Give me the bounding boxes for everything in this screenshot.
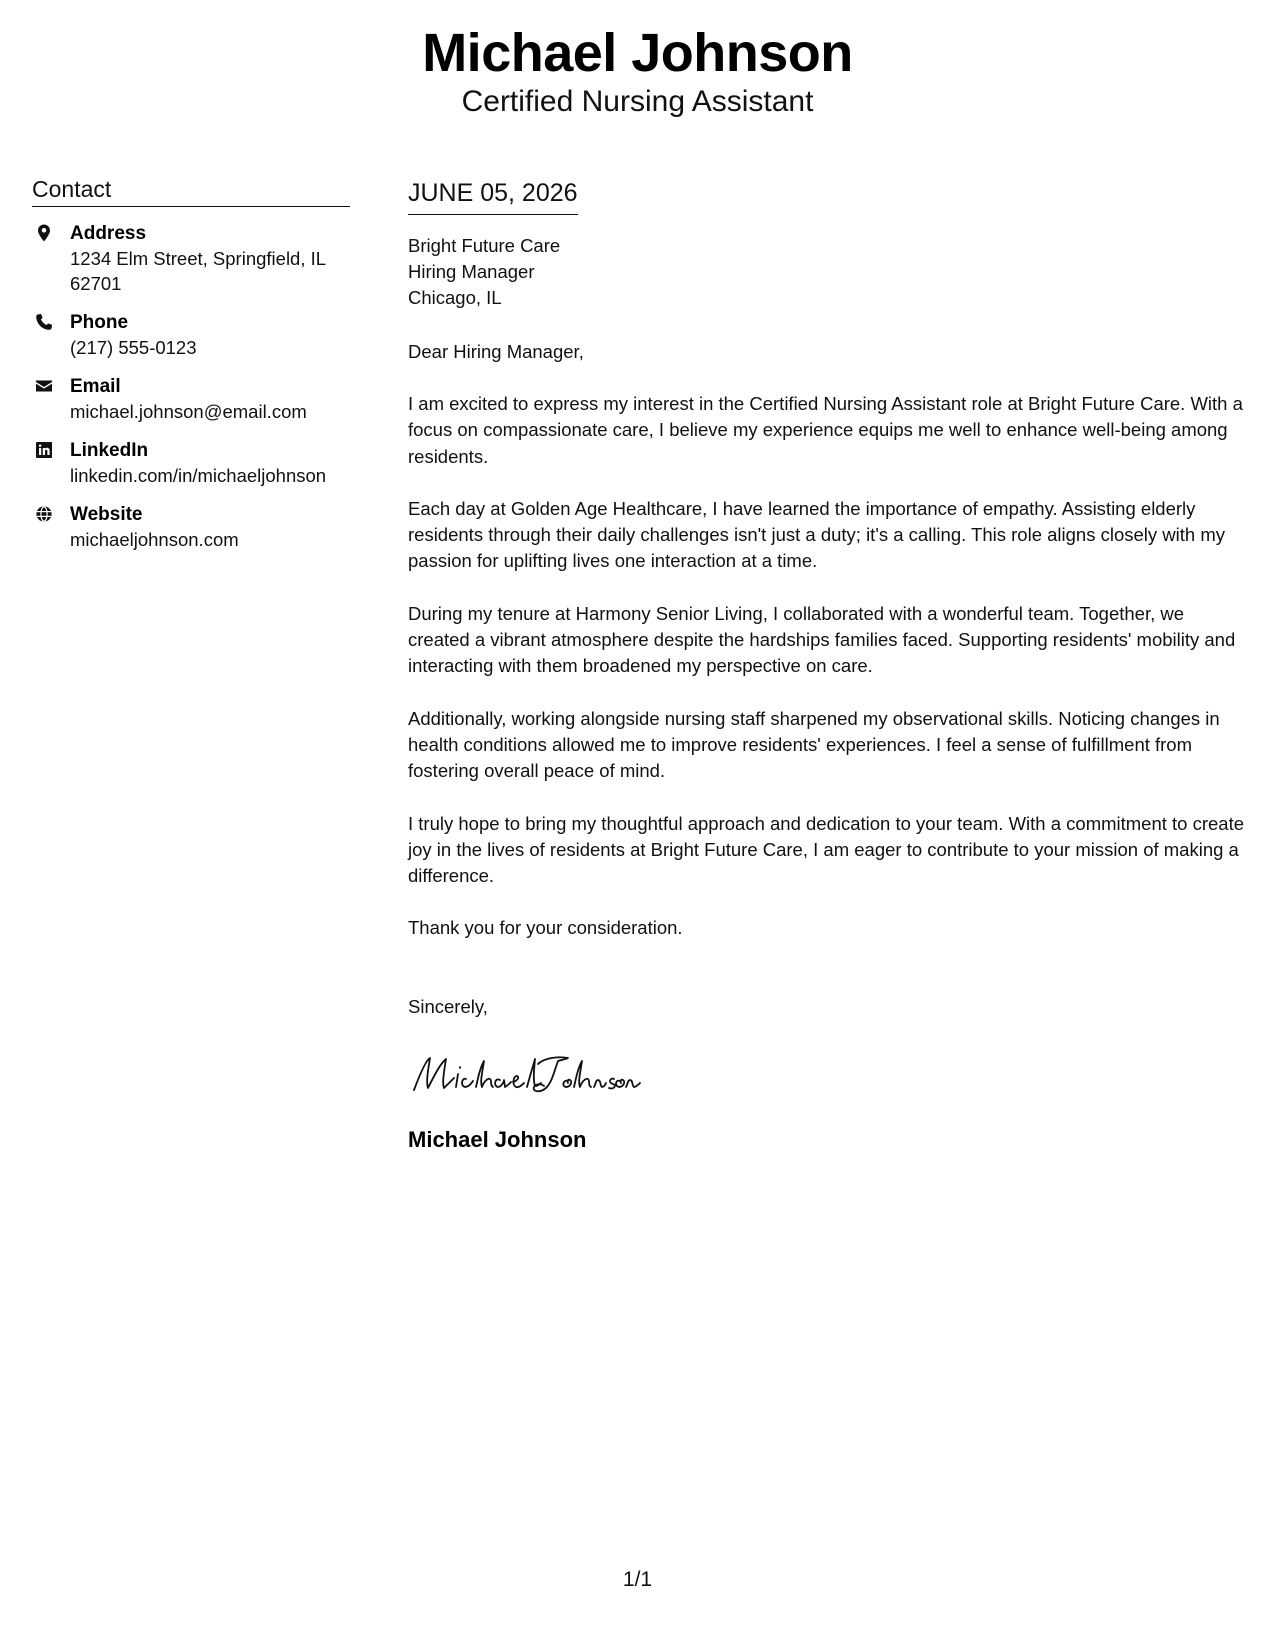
phone-icon — [35, 313, 53, 331]
linkedin-icon — [35, 441, 53, 459]
contact-value: linkedin.com/in/michaeljohnson — [70, 465, 327, 486]
applicant-name: Michael Johnson — [422, 23, 853, 83]
body-paragraph: During my tenure at Harmony Senior Living, I collaborated with a wonderful team. Together, we created a vibrant atmosphere despite the hardships families faced. Supporting residents' mobility and interacting with them broadened my perspective on care. — [408, 602, 1236, 677]
handwritten-signature — [408, 1050, 1248, 1100]
globe-icon — [35, 505, 53, 523]
contact-item-phone — [32, 310, 350, 360]
contact-item-email — [32, 374, 350, 424]
map-pin-icon — [35, 224, 53, 242]
contact-item-website — [32, 502, 350, 552]
contact-label: Phone — [70, 312, 129, 333]
applicant-title: Certified Nursing Assistant — [461, 85, 814, 118]
contact-label: LinkedIn — [70, 440, 149, 461]
contact-value: 1234 Elm Street, Springfield, IL 62701 — [70, 248, 326, 294]
closing: Sincerely, — [408, 995, 488, 1017]
signer-name: Michael Johnson — [408, 1126, 587, 1152]
envelope-icon — [35, 377, 53, 395]
letter-header — [0, 22, 1275, 120]
contact-label: Website — [70, 504, 143, 525]
recipient-block — [408, 233, 1248, 311]
contact-value: michaeljohnson.com — [70, 529, 239, 550]
contact-item-linkedin — [32, 438, 350, 488]
body-paragraph: I truly hope to bring my thoughtful approach and dedication to your team. With a commitment to create joy in the lives of residents at Bright Future Care, I am eager to contribute to your mission of making a difference. — [408, 812, 1245, 887]
contact-value: (217) 555-0123 — [70, 337, 197, 358]
thank-you-line: Thank you for your consideration. — [408, 917, 683, 939]
body-paragraph: I am excited to express my interest in the Certified Nursing Assistant role at Bright Future Care. With a focus on compassionate care, I believe my experience equips me well to enhance well-being among residents. — [408, 393, 1243, 467]
contact-value: michael.johnson@email.com — [70, 401, 307, 422]
contact-heading: Contact — [32, 174, 350, 207]
body-paragraph: Each day at Golden Age Healthcare, I have learned the importance of empathy. Assisting elderly residents through their daily challenges isn't just a duty; it's a calling. This role aligns closely with my passion for uplifting lives one interaction at a time. — [408, 497, 1225, 572]
letter-date: JUNE 05, 2026 — [408, 176, 578, 215]
recipient-company: Bright Future Care — [408, 235, 561, 256]
contact-label: Email — [70, 376, 121, 397]
salutation: Dear Hiring Manager, — [408, 341, 584, 362]
letter-body — [408, 176, 1248, 1154]
recipient-location: Chicago, IL — [408, 287, 502, 308]
page-number: 1/1 — [622, 1568, 653, 1591]
contact-sidebar — [32, 174, 350, 566]
body-paragraph: Additionally, working alongside nursing staff sharpened my observational skills. Noticing changes in health conditions allowed me to improve residents' experiences. I feel a sense of fulfillment from fostering overall peace of mind. — [408, 707, 1220, 782]
contact-item-address — [32, 221, 350, 296]
contact-label: Address — [70, 223, 147, 244]
recipient-title: Hiring Manager — [408, 261, 535, 282]
